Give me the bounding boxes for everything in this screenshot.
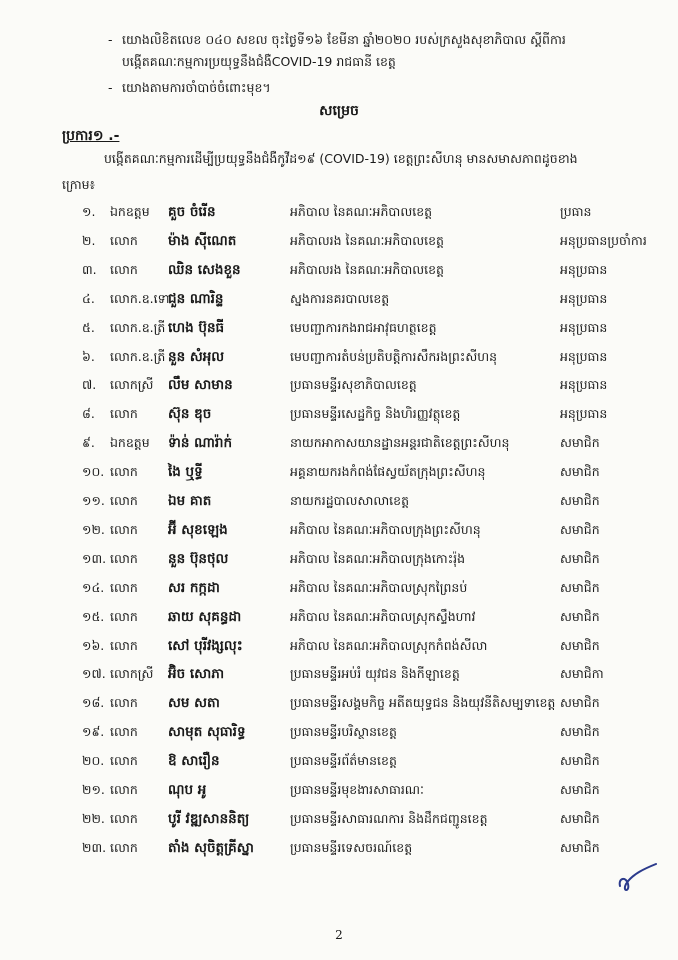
member-name: នួន ប៊ុនថុល [168,550,229,567]
member-name: ឯម គាត [168,493,212,509]
member-position: អភិបាល នៃគណៈអភិបាលខេត្ត [290,204,433,219]
member-position: អភិបាលរង នៃគណៈអភិបាលខេត្ត [290,232,444,248]
member-position: មេបញ្ជាការតំបន់ប្រតិបត្តិការសឹករងព្រះសីហនុ [290,348,498,364]
member-name: ងៃ ឬទ្ធី [168,464,203,481]
member-position: ប្រធានមន្ទីរមុខងារសាធារណៈ [290,782,424,797]
member-number: ២១. [82,782,105,797]
member-honorific: លោក [110,637,138,653]
member-position: ប្រធានមន្ទីរអប់រំ យុវជន និងកីឡាខេត្ត [290,666,460,682]
member-number: ៩. [82,435,95,451]
member-honorific: លោក [110,406,138,422]
member-position: ប្រធានមន្ទីរទេសចរណ៍ខេត្ត [290,839,413,855]
member-position: អភិបាលរង នៃគណៈអភិបាលខេត្ត [290,261,444,277]
member-name: ទ៉ាន់ ណារ៉ាក់ [168,435,233,452]
member-position: អភិបាល នៃគណៈអភិបាលស្រុកព្រៃនប់ [290,579,468,595]
member-row [0,402,678,430]
member-name: តាំង សុចិត្តគ្រីស្នា [168,839,254,856]
member-role: អនុប្រធាន [560,261,608,277]
member-honorific: ឯកឧត្តម [110,435,150,451]
member-number: ៣. [82,261,97,277]
member-number: ២៣. [82,839,107,855]
member-row [0,200,678,228]
member-honorific: ឯកឧត្តម [110,204,150,219]
member-honorific: លោក.ឧ.ទោ [110,290,170,306]
member-name: អ៊ិច សោភា [168,666,225,683]
member-number: ១. [82,204,96,219]
member-number: ២២. [82,810,105,826]
member-position: នាយកអាកាសយានដ្ឋានអន្តរជាតិខេត្តព្រះសីហនុ [290,435,510,451]
member-role: សមាជិក [560,782,600,797]
member-honorific: លោក [110,261,138,277]
member-role: ប្រធាន [560,204,592,219]
member-name: នួន សំអុល [168,348,225,365]
member-role: អនុប្រធាន [560,406,608,422]
member-row [0,720,678,748]
member-honorific: លោក [110,464,138,480]
member-number: ១៣. [82,550,107,566]
member-row [0,576,678,604]
member-number: ១០. [82,464,105,480]
member-role: សមាជិក [560,550,600,566]
member-position: នាយករដ្ឋបាលសាលាខេត្ត [290,493,410,508]
member-position: អភិបាល នៃគណៈអភិបាលស្រុកកំពង់សីលា [290,637,488,653]
member-name: ម៉ាង ស៊ីណេត [168,232,237,249]
article-paragraph [62,146,642,198]
member-name: អ៊ី សុខឡេង [168,521,228,538]
member-position: អភិបាល នៃគណៈអភិបាលស្រុកស្ទឹងហាវ [290,608,476,624]
member-number: ៤. [82,290,95,306]
bullet-text: យោងតាមការចាំបាច់ចំពោះមុខ។ [122,80,271,95]
member-row [0,778,678,806]
member-position: ប្រធានមន្ទីរបរិស្ថានខេត្ត [290,724,397,740]
member-position: ប្រធានមន្ទីរសង្គមកិច្ច អតីតយុទ្ធជន និងយុវនីតិសម្បទាខេត្ត [290,695,556,711]
member-position: អគ្គនាយករងកំពង់ផែស្វយ័តក្រុងព្រះសីហនុ [290,464,486,480]
member-row [0,229,678,257]
member-position: ប្រធានមន្ទីរសុខាភិបាលខេត្ត [290,377,417,393]
member-number: ២០. [82,753,105,769]
member-role: អនុប្រធាន [560,348,608,364]
member-number: ៨. [82,406,95,422]
bullet-text: យោងលិខិតលេខ ០៤០ សខល ចុះថ្ងៃទី១៦ ខែមីនា ឆ្នាំ២០២០ របស់ក្រសួងសុខាភិបាល ស្ដីពីការ [122,32,566,47]
member-name: ស៊ុន ឌុច [168,406,212,423]
member-row [0,634,678,662]
member-row [0,431,678,459]
member-position: ប្រធានមន្ទីរសេដ្ឋកិច្ច និងហិរញ្ញវត្ថុខេត្ត [290,406,461,422]
member-role: អនុប្រធាន [560,319,608,335]
member-number: ១៤. [82,579,105,595]
member-honorific: លោក [110,579,138,595]
bullet-dash: - [108,32,113,47]
member-name: សៅ បុរីវង្សលុះ [168,637,243,654]
member-position: មេបញ្ជាការកងរាជអាវុធហត្ថខេត្ត [290,319,437,335]
member-number: ១៧. [82,666,106,682]
signature-initial [612,858,662,898]
member-name: លឹម សាមាន [168,377,233,394]
member-role: សមាជិកា [560,666,604,682]
member-number: ៧. [82,377,97,393]
member-honorific: លោក.ឧ.ត្រី [110,319,166,335]
member-honorific: លោក [110,839,138,855]
member-name: សាមុត សុធារិទ្ធ [168,724,246,741]
member-row [0,316,678,344]
member-row [0,373,678,401]
member-role: សមាជិក [560,608,600,624]
article-label: ប្រការ១ .- [62,128,120,144]
member-honorific: លោក [110,493,138,508]
member-honorific: លោក [110,753,138,769]
member-name: ឈិន សេងខួន [168,261,241,278]
member-role: សមាជិក [560,464,600,480]
member-role: សមាជិក [560,695,600,711]
member-honorific: លោក [110,810,138,826]
member-row [0,258,678,286]
decision-title: សម្រេច [319,103,359,119]
member-row [0,460,678,488]
member-row [0,807,678,835]
member-role: សមាជិក [560,521,600,537]
member-number: ១៦. [82,637,105,653]
member-honorific: លោកស្រី [110,666,154,682]
member-role: សមាជិក [560,810,600,826]
member-honorific: លោក [110,550,138,566]
member-role: សមាជិក [560,579,600,595]
member-position: ប្រធានមន្ទីរសាធារណការ និងដឹកជញ្ជូនខេត្ត [290,810,488,826]
member-number: ២. [82,232,96,248]
member-role: សមាជិក [560,493,600,508]
member-honorific: លោក [110,724,138,740]
member-row [0,345,678,373]
member-role: អនុប្រធានប្រចាំការ [560,232,647,248]
member-position: អភិបាល នៃគណៈអភិបាលក្រុងព្រះសីហនុ [290,521,481,537]
member-honorific: លោក [110,695,138,711]
member-role: អនុប្រធាន [560,377,608,393]
member-role: សមាជិក [560,435,600,451]
member-name: សរ កក្កដា [168,579,220,596]
page-number: 2 [335,928,343,942]
member-row [0,287,678,315]
member-role: សមាជិក [560,753,600,769]
member-row [0,836,678,864]
paragraph-line: ក្រោម៖ [62,177,96,192]
member-name: ឱ សារឿន [168,753,220,770]
member-honorific: លោក [110,608,138,624]
bullet-text: បង្កើតគណៈកម្មការប្រយុទ្ធនឹងជំងឺCOVID-19 រាជធានី ខេត្ត [122,54,396,69]
member-role: សមាជិក [560,839,600,855]
member-row [0,489,678,517]
member-honorific: លោក [110,232,138,248]
member-number: ១២. [82,521,105,537]
member-number: ៦. [82,348,95,364]
member-row [0,749,678,777]
member-name: គួច ចំរើន [168,204,216,220]
member-honorific: លោក [110,521,138,537]
member-role: អនុប្រធាន [560,290,608,306]
member-position: ប្រធានមន្ទីរព័ត៌មានខេត្ត [290,753,397,769]
member-name: ឆាយ សុគន្ធដា [168,608,242,625]
member-row [0,662,678,690]
member-position: ស្នងការនគរបាលខេត្ត [290,290,390,306]
member-position: អភិបាល នៃគណៈអភិបាលក្រុងកោះរ៉ុង [290,550,466,566]
bullet-dash: - [108,80,113,95]
member-number: ១៩. [82,724,105,740]
member-honorific: លោក [110,782,138,797]
member-role: សមាជិក [560,724,600,740]
member-name: ហេង ប៊ុនធី [168,319,225,336]
member-honorific: លោក.ឧ.ត្រី [110,348,166,364]
member-number: ៥. [82,319,95,335]
member-honorific: លោកស្រី [110,377,154,393]
member-row [0,691,678,719]
member-role: សមាជិក [560,637,600,653]
member-row [0,518,678,546]
member-name: សម សតា [168,695,220,712]
member-number: ១៥. [82,608,105,624]
member-number: ១១. [82,493,105,508]
member-number: ១៨. [82,695,105,711]
member-name: ជួន ណារិន្ទ [168,290,224,307]
member-name: ណុប អូ [168,782,207,798]
member-name: បូរី វឌ្ឍសាននិត្យ [168,810,250,827]
paragraph-line: បង្កើតគណៈកម្មការដើម្បីប្រយុទ្ធនឹងជំងឺកូវីដ១៩ (COVID-19) ខេត្តព្រះសីហនុ មានសមាសភាពដូចខាង [104,151,578,166]
member-row [0,547,678,575]
member-row [0,605,678,633]
